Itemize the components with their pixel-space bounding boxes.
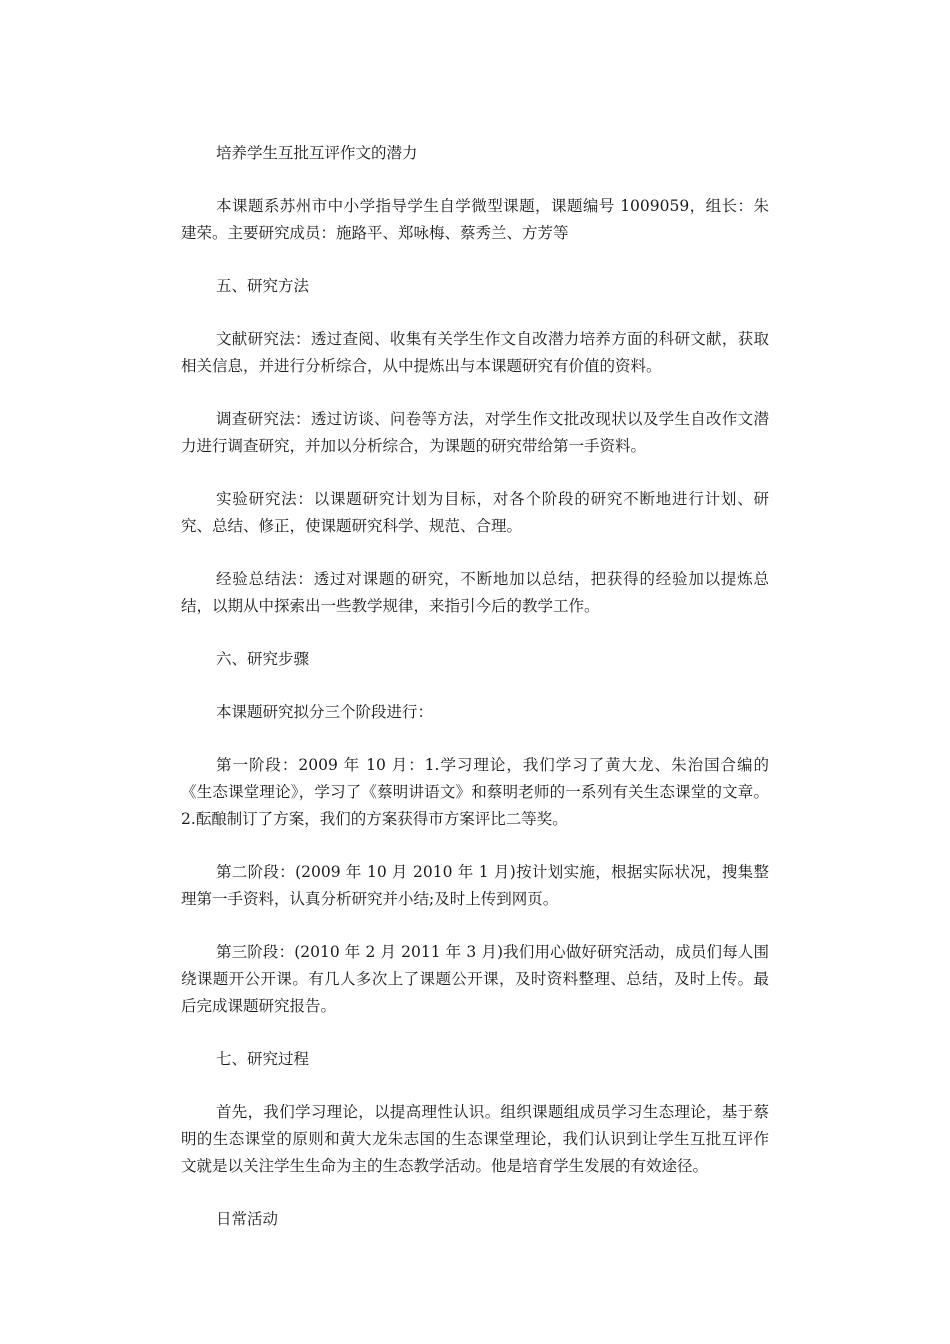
method-survey-paragraph: 调查研究法：透过访谈、问卷等方法，对学生作文批改现状以及学生自改作文潜力进行调查研究，并加以分析综合，为课题的研究带给第一手资料。 [181,410,769,455]
process-paragraph: 首先，我们学习理论，以提高理性认识。组织课题组成员学习生态理论，基于蔡明的生态课堂的原则和黄大龙朱志国的生态课堂理论，我们认识到让学生互批互评作文就是以关注学生生命为主的生态教学活动。他是培育学生发展的有效途径。 [181,1103,769,1175]
section-heading-steps: 六、研究步骤 [216,650,310,668]
method-experiment-paragraph: 实验研究法：以课题研究计划为目标，对各个阶段的研究不断地进行计划、研究、总结、修正，使课题研究科学、规范、合理。 [181,490,769,535]
document-body [181,140,769,1233]
daily-activities-heading: 日常活动 [216,1210,279,1228]
section-heading-methods: 五、研究方法 [216,277,310,295]
topic-info-paragraph: 本课题系苏州市中小学指导学生自学微型课题，课题编号 1009059，组长：朱建荣。主要研究成员：施路平、郑咏梅、蔡秀兰、方芳等 [181,197,769,242]
topic-title: 培养学生互批互评作文的潜力 [216,144,418,162]
steps-intro-paragraph: 本课题研究拟分三个阶段进行： [216,703,434,721]
stage-three-paragraph: 第三阶段：(2010 年 2 月 2011 年 3 月)我们用心做好研究活动，成员们每人围绕课题开公开课。有几人多次上了课题公开课，及时资料整理、总结，及时上传。最后完成课题研究报告。 [181,943,769,1015]
method-literature-paragraph: 文献研究法：透过查阅、收集有关学生作文自改潜力培养方面的科研文献，获取相关信息，并进行分析综合，从中提炼出与本课题研究有价值的资料。 [181,330,769,375]
section-heading-process: 七、研究过程 [216,1050,310,1068]
stage-two-paragraph: 第二阶段：(2009 年 10 月 2010 年 1 月)按计划实施，根据实际状况，搜集整理第一手资料，认真分析研究并小结;及时上传到网页。 [181,863,769,908]
stage-one-paragraph: 第一阶段：2009 年 10 月：1.学习理论，我们学习了黄大龙、朱治国合编的《生态课堂理论》，学习了《蔡明讲语文》和蔡明老师的一系列有关生态课堂的文章。2.酝酿制订了方案，我们的方案获得市方案评比二等奖。 [181,756,769,828]
method-experience-paragraph: 经验总结法：透过对课题的研究，不断地加以总结，把获得的经验加以提炼总结，以期从中探索出一些教学规律，来指引今后的教学工作。 [181,570,769,615]
